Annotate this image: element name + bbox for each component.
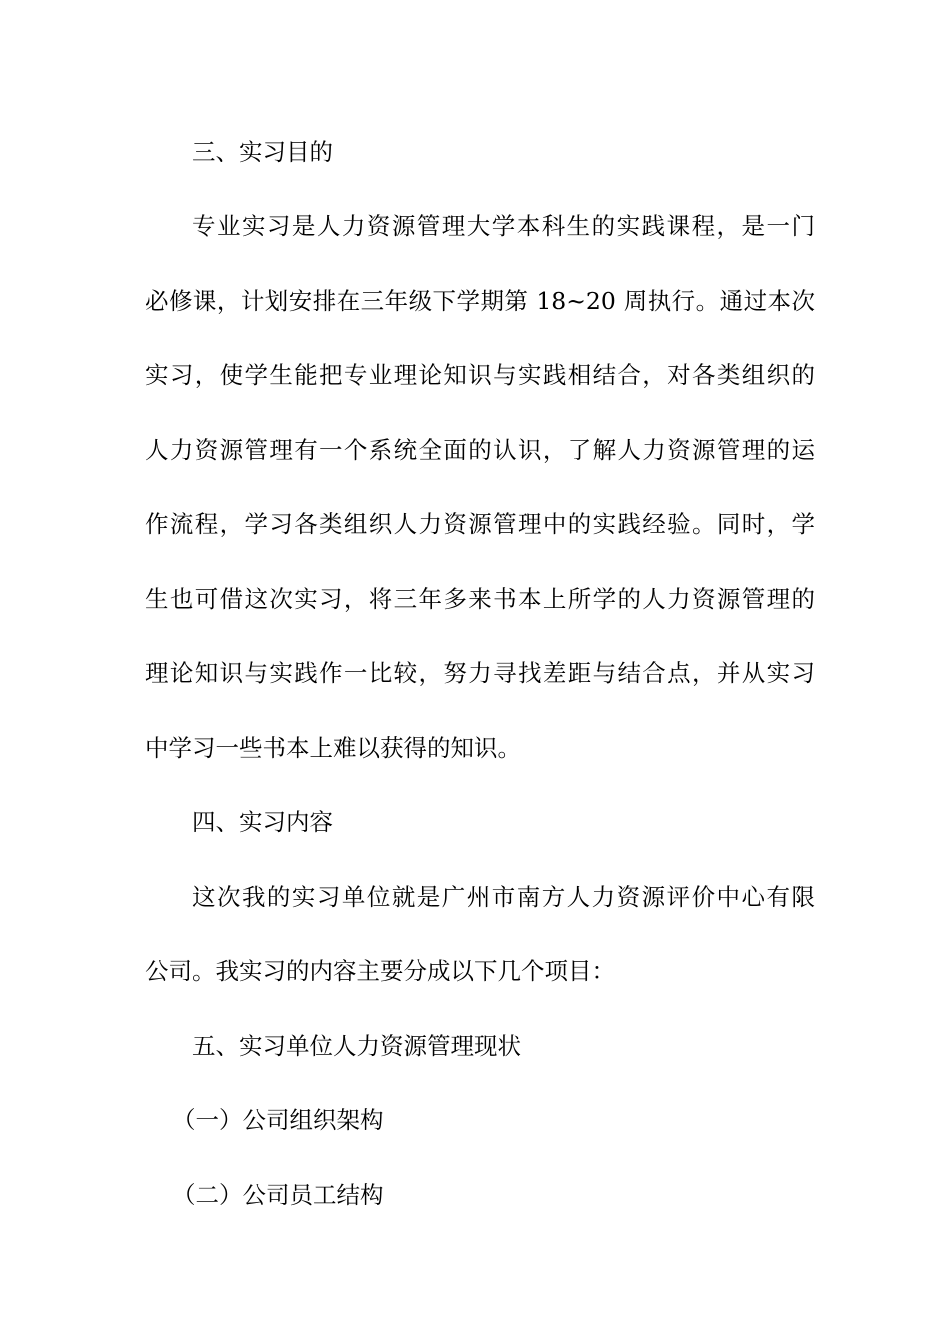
section-heading-status: 五、实习单位人力资源管理现状	[192, 1032, 521, 1060]
paragraph-line: 专业实习是人力资源管理大学本科生的实践课程，是一门	[192, 212, 815, 240]
paragraph-line: 理论知识与实践作一比较，努力寻找差距与结合点，并从实习	[145, 659, 815, 687]
paragraph-line: 这次我的实习单位就是广州市南方人力资源评价中心有限	[192, 883, 815, 911]
paragraph-line: 中学习一些书本上难以获得的知识。	[145, 734, 521, 762]
subsection-heading-staff-structure: （二）公司员工结构	[172, 1181, 384, 1209]
paragraph-line: 实习，使学生能把专业理论知识与实践相结合，对各类组织的	[145, 361, 815, 389]
subsection-heading-org-structure: （一）公司组织架构	[172, 1106, 384, 1134]
paragraph-line: 必修课，计划安排在三年级下学期第 18~20 周执行。通过本次	[145, 287, 815, 315]
section-heading-purpose: 三、实习目的	[192, 138, 333, 166]
paragraph-line: 人力资源管理有一个系统全面的认识，了解人力资源管理的运	[145, 436, 815, 464]
paragraph-line: 生也可借这次实习，将三年多来书本上所学的人力资源管理的	[145, 585, 815, 613]
section-heading-content: 四、实习内容	[192, 808, 333, 836]
paragraph-line: 公司。我实习的内容主要分成以下几个项目：	[145, 957, 615, 985]
paragraph-line: 作流程，学习各类组织人力资源管理中的实践经验。同时，学	[145, 510, 815, 538]
